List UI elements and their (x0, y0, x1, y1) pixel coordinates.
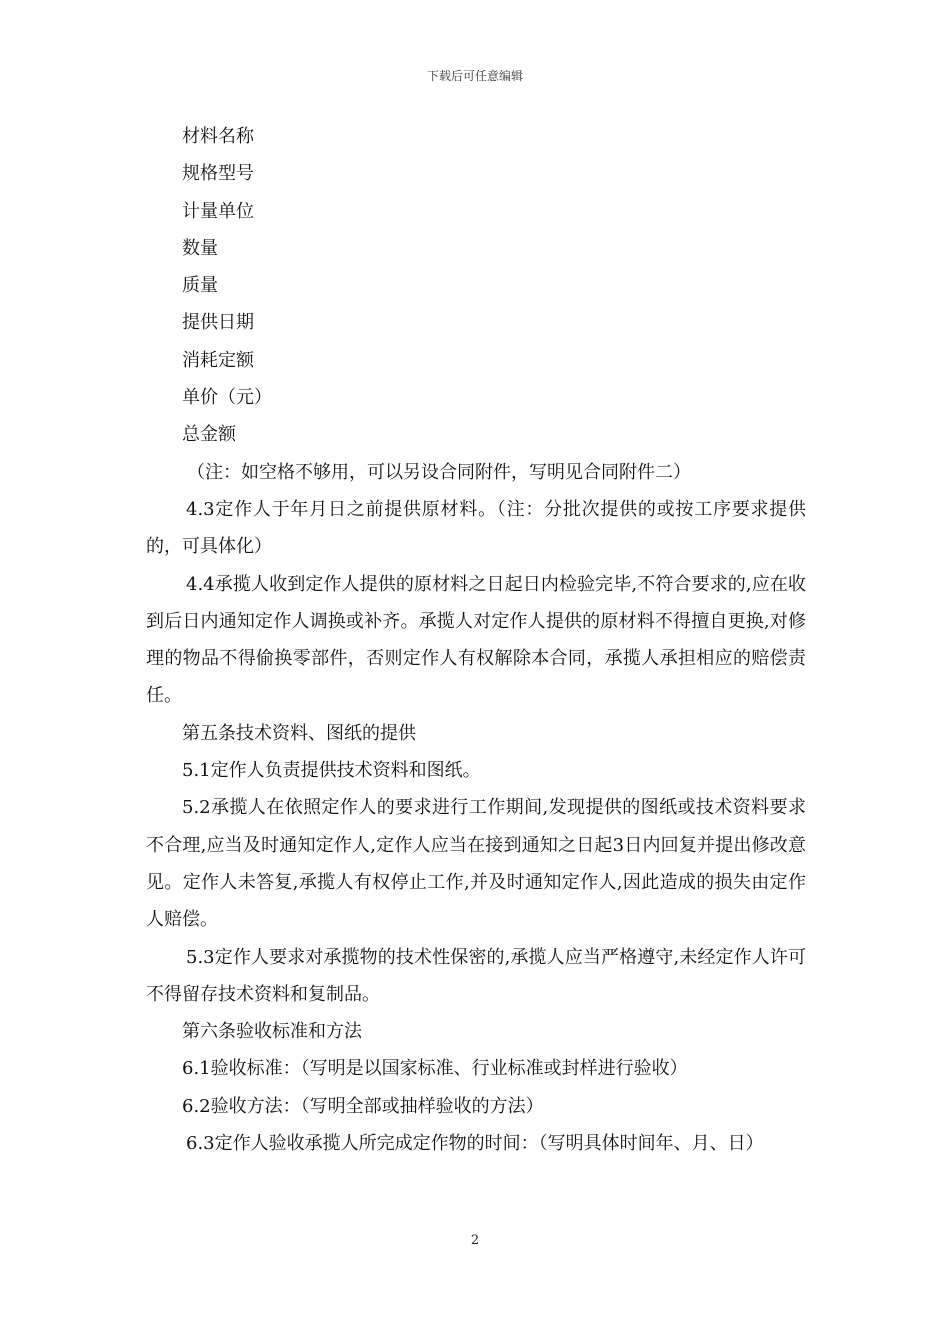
material-item-quantity: 数量 (182, 237, 218, 259)
clause-5-3: 5.3定作人要求对承揽物的技术性保密的,承揽人应当严格遵守,未经定作人许可不得留存技术资料和复制品。 (146, 946, 806, 1005)
document-body (146, 118, 806, 1162)
material-item-unit-price: 单价（元） (182, 387, 272, 409)
clause-4-4: 4.4承揽人收到定作人提供的原材料之日起日内检验完毕,不符合要求的,应在收到后日内通知定作人调换或补齐。承揽人对定作人提供的原材料不得擅自更换,对修理的物品不得偷换零部件，否则定作人有权解除本合同，承揽人承担相应的赔偿责任。 (146, 573, 806, 707)
clause-6-2: 6.2验收方法：（写明全部或抽样验收的方法） (182, 1095, 544, 1117)
material-item-supply-date: 提供日期 (182, 312, 254, 334)
clause-4-3: 4.3定作人于年月日之前提供原材料。（注：分批次提供的或按工序要求提供的，可具体化） (146, 498, 806, 558)
material-item-total-amount: 总金额 (182, 424, 236, 446)
material-item-spec: 规格型号 (182, 163, 254, 185)
material-item-quality: 质量 (182, 275, 218, 297)
article-6-title: 第六条验收标准和方法 (182, 1021, 362, 1043)
material-item-name: 材料名称 (182, 126, 254, 147)
clause-5-1: 5.1定作人负责提供技术资料和图纸。 (182, 760, 481, 782)
material-item-consumption-quota: 消耗定额 (182, 349, 254, 371)
page-header: 下载后可任意编辑 (426, 69, 523, 83)
clause-6-3: 6.3定作人验收承揽人所完成定作物的时间：（写明具体时间年、月、日） (186, 1133, 764, 1155)
clause-6-1: 6.1验收标准：（写明是以国家标准、行业标准或封样进行验收） (182, 1058, 688, 1080)
material-item-unit: 计量单位 (182, 200, 254, 222)
page-number: 2 (470, 1233, 480, 1248)
material-note: （注：如空格不够用，可以另设合同附件，写明见合同附件二） (187, 461, 691, 483)
clause-5-2: 5.2承揽人在依照定作人的要求进行工作期间,发现提供的图纸或技术资料要求不合理,应当及时通知定作人,定作人应当在接到通知之日起3日内回复并提出修改意见。定作人未答复,承揽人有权停止工作,并及时通知定作人,因此造成的损失由定作人赔偿。 (146, 797, 806, 931)
article-5-title: 第五条技术资料、图纸的提供 (182, 722, 416, 744)
